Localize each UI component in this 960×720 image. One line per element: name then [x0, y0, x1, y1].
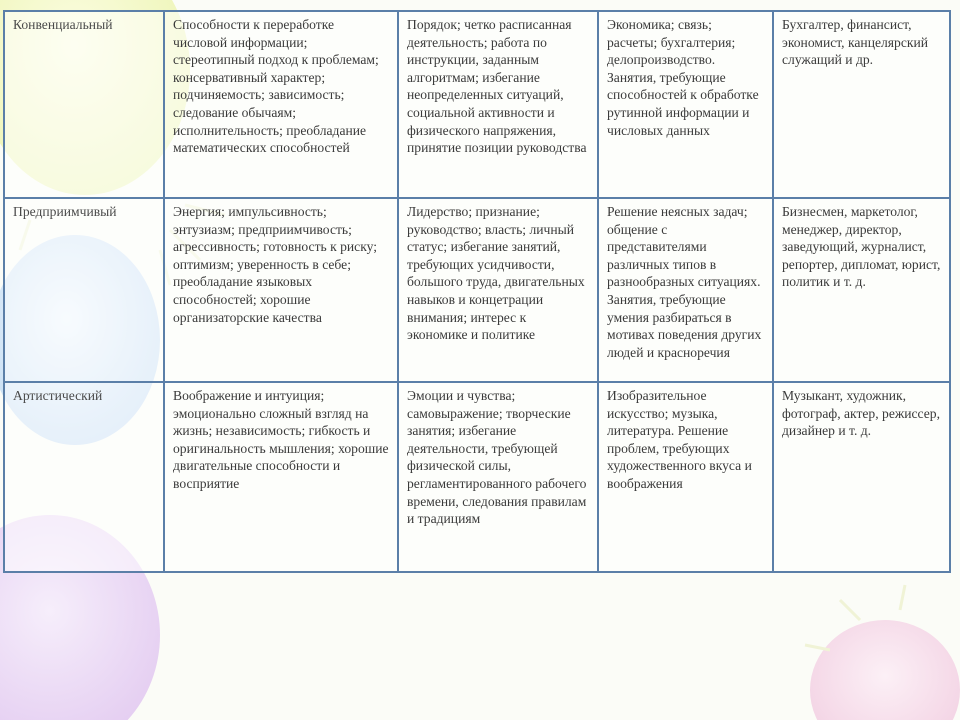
fields-cell: Решение неясных задач; общение с представителями различных типов в разнообразных ситуациях. Занятия, требующие умения разбираться в мотивах поведения других людей и красноречия [598, 198, 773, 382]
personality-types-table-container [3, 10, 949, 573]
table-row [4, 382, 950, 572]
fields-cell: Экономика; связь; расчеты; бухгалтерия; делопроизводство. Занятия, требующие способностей к обработке рутинной информации и числовых данных [598, 11, 773, 198]
preferences-cell: Эмоции и чувства; самовыражение; творческие занятия; избегание деятельности, требующей физической силы, регламентированного рабочего времени, следования правилам и традициям [398, 382, 598, 572]
table-row [4, 198, 950, 382]
balloon-pink [810, 620, 960, 720]
type-cell: Предприимчивый [4, 198, 164, 382]
type-cell: Конвенциальный [4, 11, 164, 198]
table-row [4, 11, 950, 198]
abilities-cell: Воображение и интуиция; эмоционально сложный взгляд на жизнь; независимость; гибкость и оригинальность мышления; хорошие двигательные способности и восприятие [164, 382, 398, 572]
fields-cell: Изобразительное искусство; музыка, литература. Решение проблем, требующих художественного вкуса и воображения [598, 382, 773, 572]
abilities-cell: Способности к переработке числовой информации; стереотипный подход к проблемам; консервативный характер; подчиняемость; зависимость; следование обычаям; исполнительность; преобладание математических способностей [164, 11, 398, 198]
preferences-cell: Порядок; четко расписанная деятельность; работа по инструкции, заданным алгоритмам; избегание неопределенных ситуаций, социальной активности и физического напряжения, принятие позиции руководства [398, 11, 598, 198]
personality-types-table [3, 10, 951, 573]
professions-cell: Бизнесмен, маркетолог, менеджер, директор, заведующий, журналист, репортер, дипломат, юрист, политик и т. д. [773, 198, 950, 382]
professions-cell: Музыкант, художник, фотограф, актер, режиссер, дизайнер и т. д. [773, 382, 950, 572]
abilities-cell: Энергия; импульсивность; энтузиазм; предприимчивость; агрессивность; готовность к риску; оптимизм; уверенность в себе; преобладание языковых способностей; хорошие организаторские качества [164, 198, 398, 382]
preferences-cell: Лидерство; признание; руководство; власть; личный статус; избегание занятий, требующих усидчивости, большого труда, двигательных навыков и концетрации внимания; интерес к экономике и политике [398, 198, 598, 382]
type-cell: Артистический [4, 382, 164, 572]
professions-cell: Бухгалтер, финансист, экономист, канцелярский служащий и др. [773, 11, 950, 198]
